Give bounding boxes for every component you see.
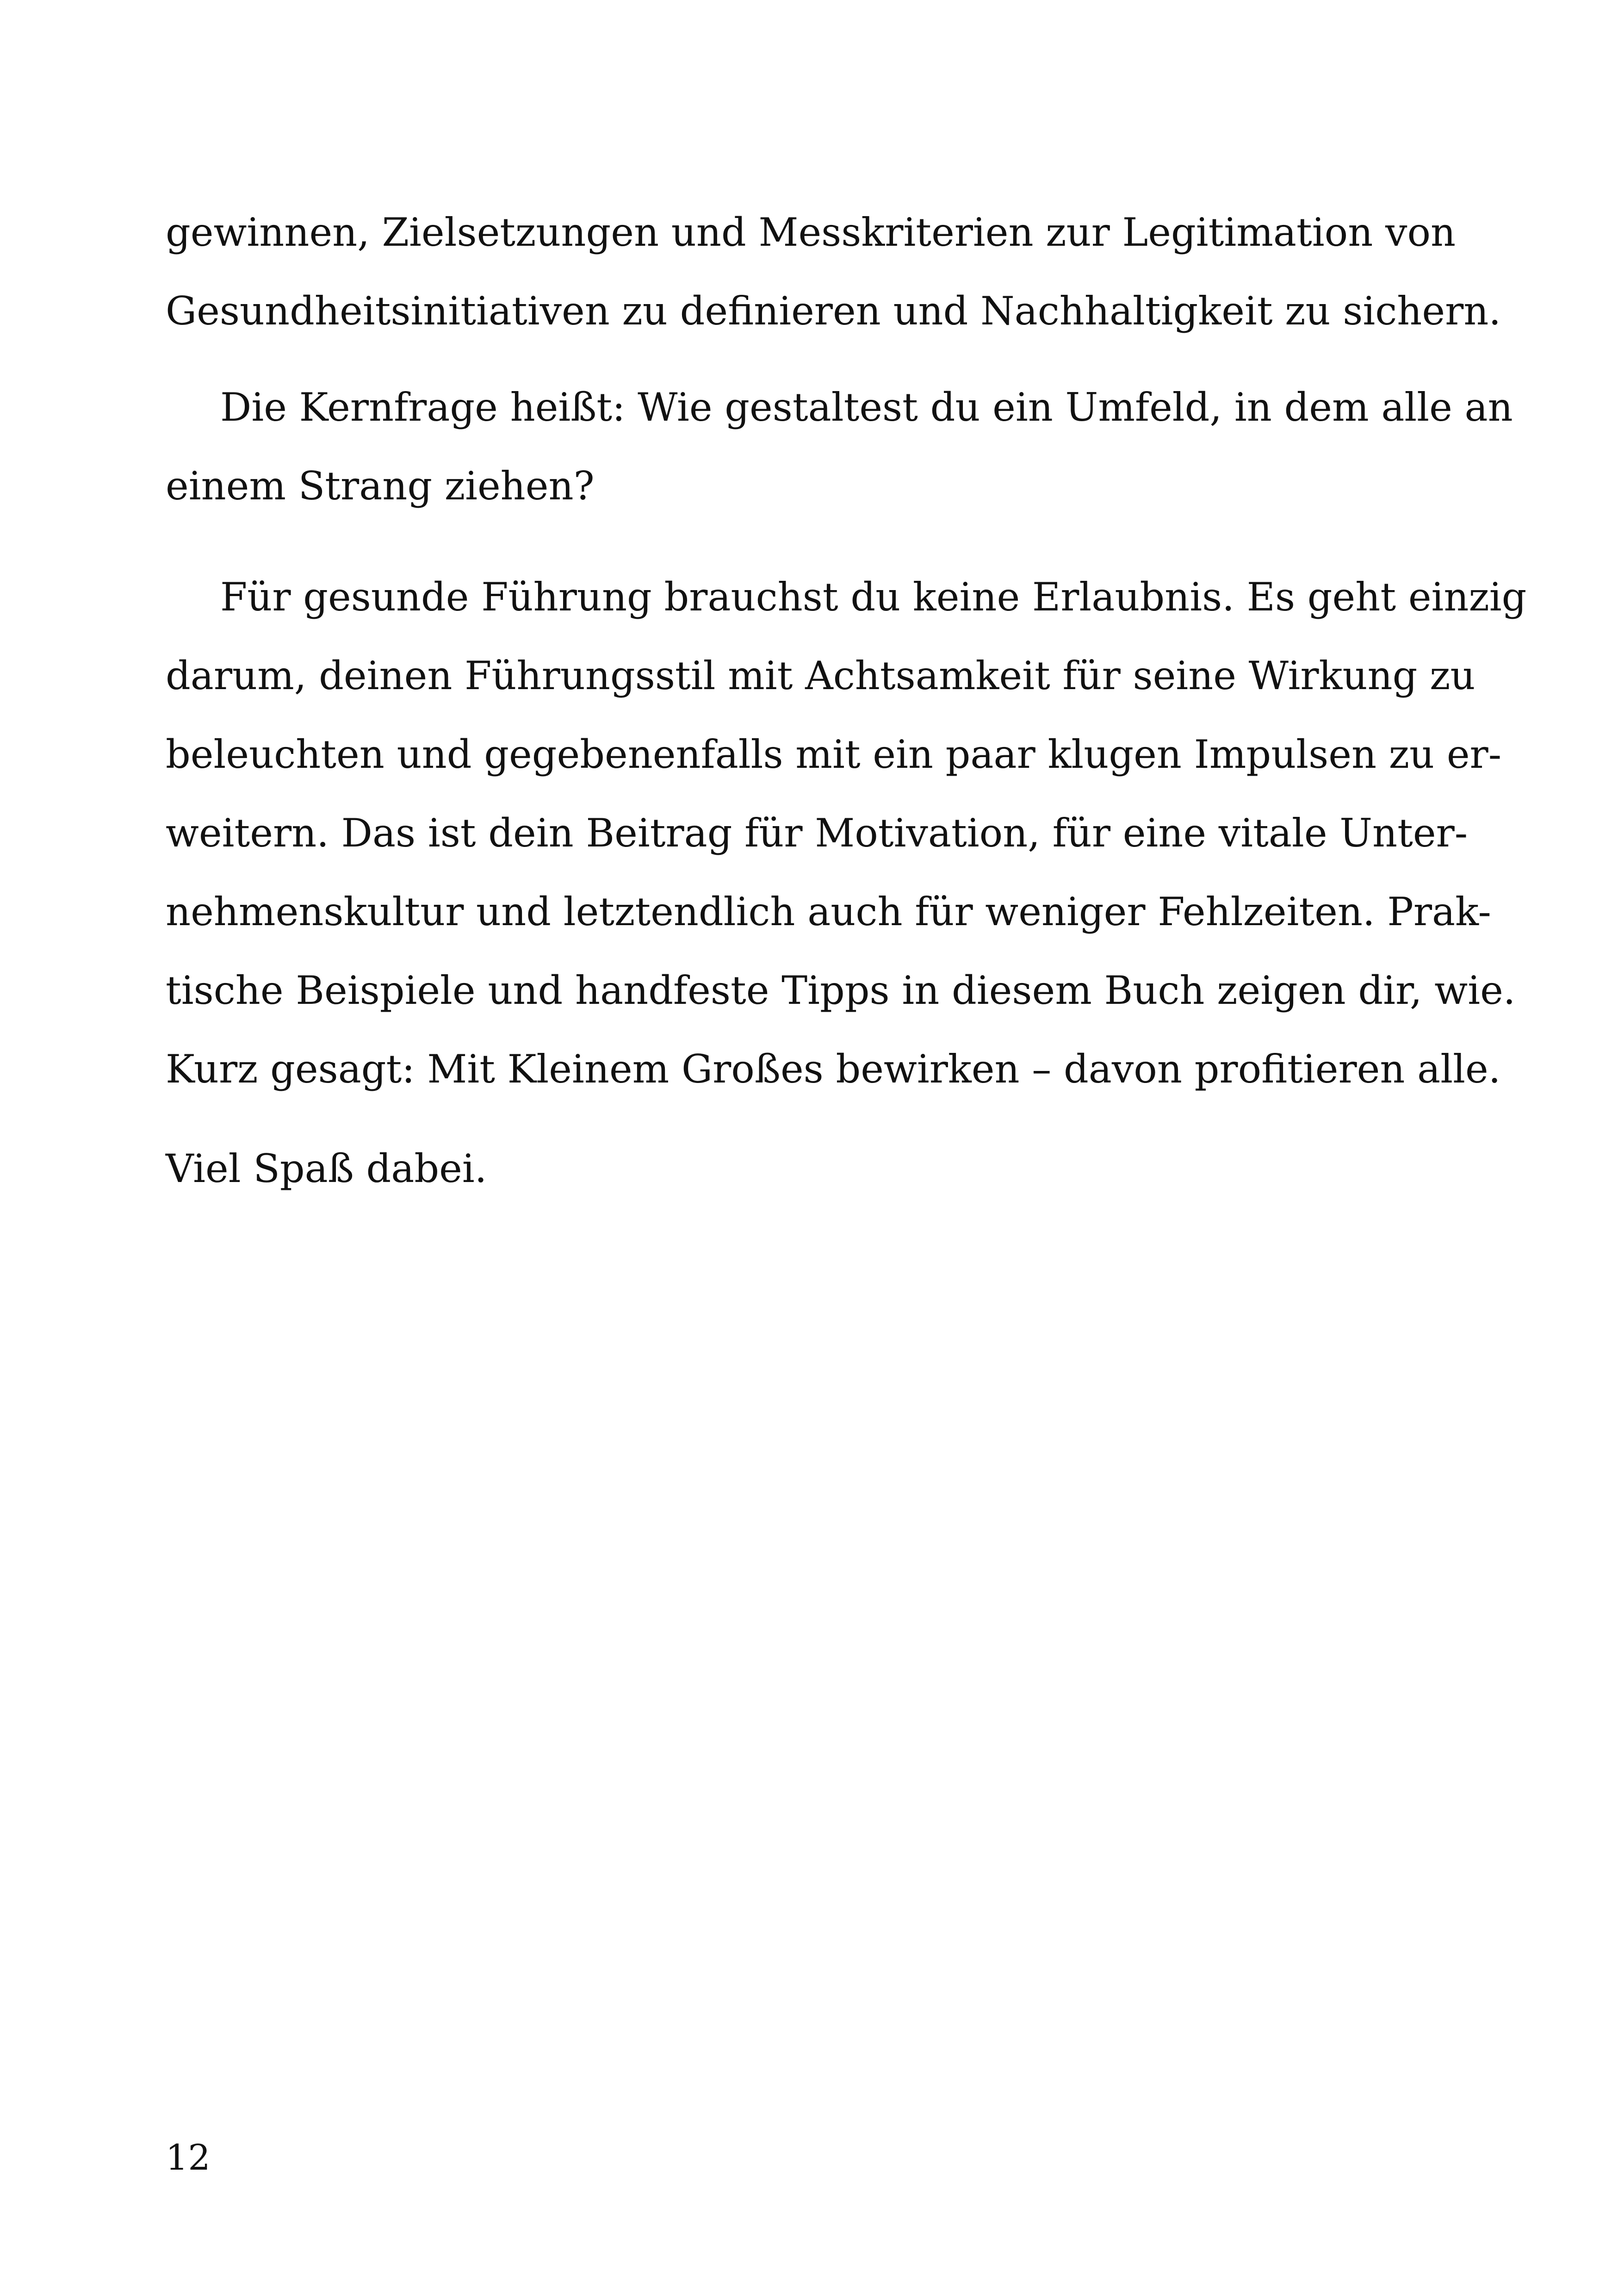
paragraph-2-line-2: einem Strang ziehen? (166, 463, 595, 509)
page-number: 12 (166, 2137, 211, 2178)
paragraph-2-line-1: Die Kernfrage heißt: Wie gestaltest du ein Umfeld, in dem alle an (220, 385, 1513, 430)
paragraph-3-line-3: beleuchten und gegebenenfalls mit ein paar klugen Impulsen zu er- (166, 732, 1502, 777)
paragraph-1-line-2: Gesundheitsinitiativen zu definieren und Nachhaltigkeit zu sichern. (166, 288, 1501, 334)
paragraph-3-line-2: darum, deinen Führungsstil mit Achtsamkeit für seine Wirkung zu (166, 653, 1475, 698)
paragraph-3-line-7: Kurz gesagt: Mit Kleinem Großes bewirken – davon profitieren alle. (166, 1046, 1501, 1092)
paragraph-3-line-4: weitern. Das ist dein Beitrag für Motivation, für eine vitale Unter- (166, 810, 1468, 856)
paragraph-3-line-1: Für gesunde Führung brauchst du keine Erlaubnis. Es geht einzig (220, 574, 1527, 620)
paragraph-3-line-6: tische Beispiele und handfeste Tipps in diesem Buch zeigen dir, wie. (166, 968, 1516, 1013)
paragraph-3-line-5: nehmenskultur und letztendlich auch für weniger Fehlzeiten. Prak- (166, 889, 1491, 934)
paragraph-1-line-1: gewinnen, Zielsetzungen und Messkriterien zur Legitimation von (166, 210, 1456, 255)
paragraph-4-line-1: Viel Spaß dabei. (166, 1146, 487, 1191)
